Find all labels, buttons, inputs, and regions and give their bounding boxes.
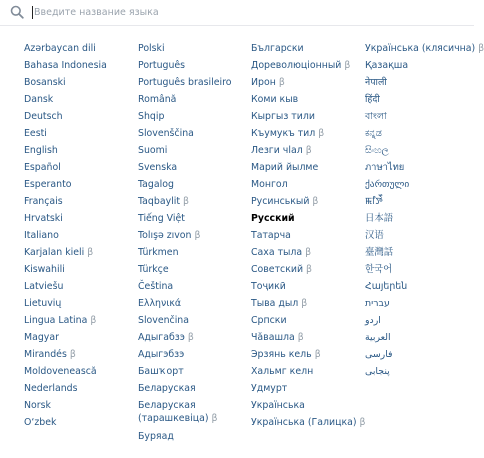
- language-column-2: [138, 42, 250, 447]
- beta-badge: β: [305, 145, 312, 156]
- language-name: Дореволюціонный: [251, 60, 342, 71]
- language-name: Bosanski: [24, 77, 66, 88]
- language-name: Русский: [251, 213, 295, 224]
- language-item[interactable]: [365, 178, 471, 192]
- language-name: Norsk: [24, 400, 51, 411]
- language-item[interactable]: [138, 348, 250, 362]
- language-name: Slovenčina: [138, 315, 189, 326]
- beta-badge: β: [187, 332, 194, 343]
- language-item[interactable]: [24, 59, 136, 73]
- language-name: Беларуская (тарашкевіца): [138, 400, 209, 424]
- language-item[interactable]: [251, 229, 363, 243]
- language-name: 日本語: [365, 213, 394, 224]
- language-name: فارسی: [365, 349, 393, 360]
- beta-badge: β: [344, 60, 351, 71]
- language-name: Саха тыла: [251, 247, 303, 258]
- language-column-3: [251, 42, 366, 433]
- language-name: Коми кыв: [251, 94, 299, 105]
- language-name: Azərbaycan dili: [24, 43, 96, 54]
- language-item[interactable]: [24, 365, 136, 379]
- language-item[interactable]: [24, 382, 136, 396]
- language-item[interactable]: [251, 93, 363, 107]
- language-item[interactable]: [251, 399, 363, 413]
- language-item[interactable]: [24, 416, 136, 430]
- language-name: Română: [138, 94, 177, 105]
- language-name: Хальмг келн: [251, 366, 314, 377]
- language-item[interactable]: [24, 212, 136, 226]
- language-name: Polski: [138, 43, 165, 54]
- language-item[interactable]: [24, 263, 136, 277]
- language-name: Лезги чlал: [251, 145, 303, 156]
- language-item[interactable]: [251, 314, 363, 328]
- language-item[interactable]: [24, 229, 136, 243]
- language-item[interactable]: [251, 144, 363, 158]
- language-name: Slovenščina: [138, 128, 194, 139]
- language-name: Ελληνικά: [138, 298, 182, 309]
- language-name: Latviešu: [24, 281, 64, 292]
- language-item[interactable]: [365, 263, 471, 277]
- language-name: اردو: [365, 315, 381, 326]
- beta-badge: β: [194, 230, 201, 241]
- language-name: Հայերեն: [365, 281, 408, 292]
- language-item[interactable]: [138, 144, 250, 158]
- beta-badge: β: [87, 247, 94, 258]
- language-name: Адыгэбзэ: [138, 349, 185, 360]
- language-item[interactable]: [24, 280, 136, 294]
- language-name: Taqbaylit: [138, 196, 180, 207]
- language-name: Tolışə zıvon: [138, 230, 192, 241]
- language-name: Марий йылме: [251, 162, 319, 173]
- language-name: Адыгабзэ: [138, 332, 185, 343]
- beta-badge: β: [297, 332, 304, 343]
- language-name: Русинськый: [251, 196, 310, 207]
- language-item[interactable]: [138, 212, 250, 226]
- language-name: ქართული: [365, 179, 410, 190]
- language-item[interactable]: [138, 365, 250, 379]
- language-name: پنجابی: [365, 366, 390, 377]
- language-item[interactable]: [24, 110, 136, 124]
- language-item[interactable]: [365, 280, 471, 294]
- language-item[interactable]: [138, 178, 250, 192]
- language-name: Tagalog: [138, 179, 174, 190]
- language-name: Советский: [251, 264, 304, 275]
- language-name: Bahasa Indonesia: [24, 60, 107, 71]
- language-name: Чӑвашла: [251, 332, 295, 343]
- beta-badge: β: [305, 247, 312, 258]
- language-name: 汉语: [365, 230, 384, 241]
- language-item[interactable]: [251, 246, 363, 260]
- language-name: 臺灣話: [365, 247, 394, 258]
- language-item[interactable]: [138, 382, 250, 396]
- beta-badge: β: [301, 298, 308, 309]
- language-name: Ирон: [251, 77, 276, 88]
- language-item[interactable]: [138, 59, 250, 73]
- language-name: Dansk: [24, 94, 54, 105]
- language-name: English: [24, 145, 58, 156]
- language-name: Magyar: [24, 332, 59, 343]
- language-name: Татарча: [251, 230, 291, 241]
- language-item[interactable]: [24, 144, 136, 158]
- language-name: Українська: [251, 400, 305, 411]
- language-name: Karjalan kieli: [24, 247, 85, 258]
- language-item[interactable]: [24, 127, 136, 141]
- language-item[interactable]: [24, 42, 136, 56]
- beta-badge: β: [69, 349, 76, 360]
- beta-badge: β: [278, 77, 285, 88]
- language-name: हिंदी: [365, 94, 380, 105]
- language-item[interactable]: [24, 178, 136, 192]
- language-item[interactable]: [24, 399, 136, 413]
- language-item[interactable]: [138, 110, 250, 124]
- language-name: සිංහල: [365, 145, 389, 156]
- language-name: Кыргыз тили: [251, 111, 315, 122]
- language-name: Svenska: [138, 162, 178, 173]
- language-item[interactable]: [365, 76, 471, 90]
- language-item[interactable]: [138, 314, 250, 328]
- language-name: नेपाली: [365, 77, 387, 88]
- language-item[interactable]: [138, 76, 250, 90]
- language-name: Čeština: [138, 281, 174, 292]
- language-name: Lietuvių: [24, 298, 62, 309]
- language-item[interactable]: [24, 76, 136, 90]
- language-item[interactable]: [365, 331, 471, 345]
- language-name: Українська (клясична): [365, 43, 476, 54]
- language-name: Português: [138, 60, 186, 71]
- language-item-current[interactable]: [251, 212, 363, 226]
- language-item[interactable]: [24, 161, 136, 175]
- beta-badge: β: [183, 196, 189, 207]
- language-name: Moldovenească: [24, 366, 97, 377]
- language-name: Português brasileiro: [138, 77, 232, 88]
- language-name: Mirandés: [24, 349, 67, 360]
- language-name: Удмурт: [251, 383, 288, 394]
- language-item[interactable]: [24, 348, 136, 362]
- language-item[interactable]: [24, 246, 136, 260]
- language-name: ꯃꯤꯇꯩ: [365, 196, 383, 207]
- language-item[interactable]: [365, 127, 471, 141]
- language-name: ಕನ್ನಡ: [365, 128, 382, 139]
- language-item[interactable]: [251, 382, 363, 396]
- language-item[interactable]: [251, 178, 363, 192]
- language-name: ภาษาไทย: [365, 162, 405, 173]
- language-item[interactable]: [251, 76, 363, 90]
- language-name: Italiano: [24, 230, 59, 241]
- language-item[interactable]: [251, 416, 366, 430]
- language-item[interactable]: [251, 195, 363, 209]
- beta-badge: β: [478, 43, 484, 54]
- language-item[interactable]: [365, 348, 471, 362]
- language-item[interactable]: [24, 297, 136, 311]
- language-item[interactable]: [251, 365, 363, 379]
- language-name: Français: [24, 196, 63, 207]
- language-name: العربية: [365, 332, 391, 343]
- language-name: Башҡорт: [138, 366, 184, 377]
- language-item[interactable]: [365, 161, 471, 175]
- language-column-4: [365, 42, 484, 382]
- language-item[interactable]: [138, 331, 250, 345]
- language-item[interactable]: [138, 280, 250, 294]
- language-name: Беларуская: [138, 383, 196, 394]
- language-item[interactable]: [365, 144, 471, 158]
- language-item[interactable]: [138, 246, 250, 260]
- beta-badge: β: [90, 315, 97, 326]
- language-item[interactable]: [251, 127, 363, 141]
- language-item[interactable]: [138, 93, 250, 107]
- language-item[interactable]: [365, 93, 471, 107]
- language-item[interactable]: [138, 430, 250, 444]
- language-column-1: [24, 42, 136, 433]
- language-item[interactable]: [365, 246, 471, 260]
- language-item[interactable]: [251, 280, 363, 294]
- language-item[interactable]: [251, 110, 363, 124]
- language-item[interactable]: [365, 110, 471, 124]
- language-name: Lingua Latina: [24, 315, 88, 326]
- language-name: Esperanto: [24, 179, 72, 190]
- language-item[interactable]: [251, 297, 363, 311]
- language-name: Deutsch: [24, 111, 63, 122]
- language-name: Nederlands: [24, 383, 78, 394]
- language-item[interactable]: [365, 314, 471, 328]
- language-name: Eesti: [24, 128, 47, 139]
- language-item[interactable]: [251, 348, 363, 362]
- language-name: עברית: [365, 298, 390, 309]
- language-name: Къумукъ тил: [251, 128, 316, 139]
- beta-badge: β: [312, 196, 319, 207]
- language-name: Српски: [251, 315, 287, 326]
- language-item[interactable]: [24, 93, 136, 107]
- language-name: Тоҷикӣ: [251, 281, 286, 292]
- language-item[interactable]: [365, 229, 471, 243]
- language-item[interactable]: [251, 161, 363, 175]
- beta-badge: β: [314, 349, 321, 360]
- language-item[interactable]: [138, 229, 250, 243]
- language-item[interactable]: [365, 212, 471, 226]
- language-name: Буряад: [138, 431, 174, 442]
- language-name: 한국어: [365, 264, 393, 275]
- language-item[interactable]: [24, 331, 136, 345]
- language-name: Tiếng Việt: [138, 213, 185, 224]
- language-name: Español: [24, 162, 61, 173]
- language-name: O‘zbek: [24, 417, 57, 428]
- language-item[interactable]: [365, 365, 471, 379]
- language-item[interactable]: [138, 195, 250, 209]
- language-item[interactable]: [138, 297, 250, 311]
- language-item[interactable]: [138, 127, 250, 141]
- language-name: বাংলা: [365, 111, 387, 122]
- language-item[interactable]: [251, 331, 363, 345]
- language-item[interactable]: [24, 195, 136, 209]
- language-item[interactable]: [251, 42, 363, 56]
- language-name: Suomi: [138, 145, 168, 156]
- language-item[interactable]: [365, 195, 471, 209]
- language-name: Українська (Галицка): [251, 417, 357, 428]
- language-item[interactable]: [138, 42, 250, 56]
- language-name: Қазақша: [365, 60, 409, 71]
- language-name: Türkçe: [138, 264, 169, 275]
- beta-badge: β: [318, 128, 325, 139]
- language-item[interactable]: [24, 314, 136, 328]
- beta-badge: β: [306, 264, 313, 275]
- language-item[interactable]: [138, 399, 250, 425]
- language-item[interactable]: [365, 42, 484, 56]
- language-name: Тыва дыл: [251, 298, 299, 309]
- beta-badge: β: [359, 417, 366, 428]
- language-item[interactable]: [365, 297, 471, 311]
- language-item[interactable]: [251, 263, 363, 277]
- language-name: Български: [251, 43, 304, 54]
- language-name: Kiswahili: [24, 264, 65, 275]
- language-name: Shqip: [138, 111, 165, 122]
- language-item[interactable]: [365, 59, 471, 73]
- language-name: Türkmen: [138, 247, 179, 258]
- language-name: Монгол: [251, 179, 288, 190]
- beta-badge: β: [211, 413, 218, 424]
- language-item[interactable]: [138, 263, 250, 277]
- language-name: Эрзянь кель: [251, 349, 312, 360]
- language-item[interactable]: [251, 59, 363, 73]
- language-item[interactable]: [138, 161, 250, 175]
- language-name: Hrvatski: [24, 213, 63, 224]
